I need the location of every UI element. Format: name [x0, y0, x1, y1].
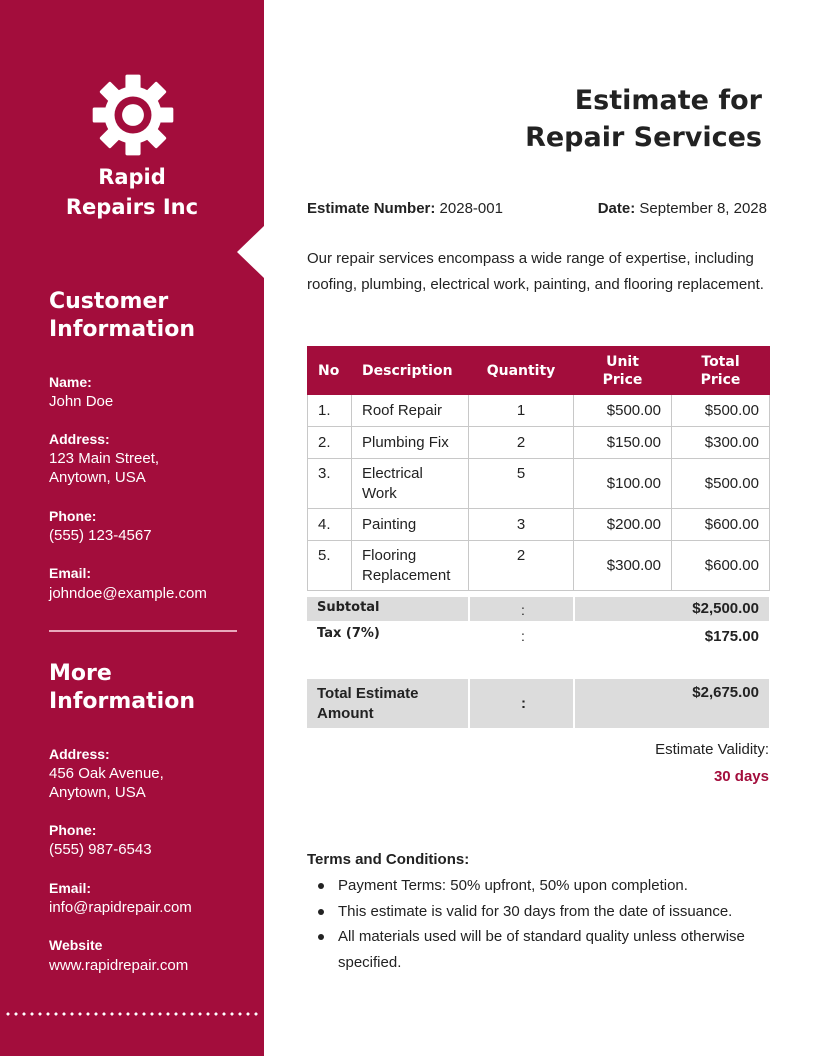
row-description: Roof Repair [352, 395, 469, 427]
row-unit-price: $150.00 [574, 427, 672, 459]
customer-address-line1: 123 Main Street, [49, 450, 160, 467]
row-unit-price: $500.00 [574, 395, 672, 427]
header-unit-line2: Price [602, 371, 643, 388]
terms-list [338, 873, 778, 975]
company-address-line2: Anytown, USA [49, 784, 146, 801]
page-title [525, 82, 762, 156]
row-total-price: $500.00 [672, 395, 770, 427]
table-row [308, 427, 770, 459]
subtotal-row [307, 597, 769, 621]
header-total-line2: Price [700, 371, 741, 388]
total-value: $2,675.00 [692, 684, 759, 701]
header-total-line1: Total [701, 353, 740, 370]
gear-icon [91, 73, 175, 157]
company-email: info@rapidrepair.com [49, 899, 192, 916]
row-no: 3. [308, 459, 352, 509]
subtotal-label: Subtotal [317, 600, 380, 615]
row-description: Painting [352, 509, 469, 541]
header-unit-price [574, 347, 672, 395]
terms-item: Payment Terms: 50% upfront, 50% upon completion. [338, 873, 778, 899]
company-address-line1: 456 Oak Avenue, [49, 765, 164, 782]
header-description: Description [352, 347, 469, 395]
row-unit-price: $300.00 [574, 541, 672, 591]
title-line2: Repair Services [525, 122, 762, 153]
table-header-row [308, 347, 770, 395]
row-quantity: 3 [469, 509, 574, 541]
customer-address-label: Address: [49, 431, 110, 447]
intro-paragraph: Our repair services encompass a wide range of expertise, including roofing, plumbing, electrical work, painting, and flooring replacement. [307, 250, 764, 293]
table-row [308, 395, 770, 427]
total-colon: : [521, 695, 526, 712]
sidebar-divider [49, 630, 237, 632]
row-quantity: 2 [469, 541, 574, 591]
row-description-line2: Replacement [362, 567, 451, 584]
estimate-number [307, 200, 503, 218]
company-website-label: Website [49, 937, 103, 953]
total-label [317, 684, 457, 724]
customer-heading-line1: Customer [49, 289, 169, 314]
validity-value: 30 days [713, 768, 769, 785]
validity-label: Estimate Validity: [655, 741, 769, 758]
row-description-line1: Flooring [362, 547, 417, 564]
total-label-line2: Amount [317, 705, 374, 722]
company-address-label: Address: [49, 746, 110, 762]
total-estimate-row [307, 679, 769, 728]
company-email-label: Email: [49, 880, 92, 896]
company-website: www.rapidrepair.com [49, 957, 189, 974]
terms-heading: Terms and Conditions: [307, 851, 470, 868]
row-description [352, 459, 469, 509]
more-info-heading [49, 660, 195, 716]
row-no: 1. [308, 395, 352, 427]
company-name-line2: Repairs Inc [65, 195, 199, 219]
header-no: No [308, 347, 352, 395]
customer-name-label: Name: [49, 374, 92, 390]
row-description: Plumbing Fix [352, 427, 469, 459]
company-name-line1: Rapid [98, 165, 166, 189]
customer-email-label: Email: [49, 565, 92, 581]
header-quantity: Quantity [469, 347, 574, 395]
row-no: 4. [308, 509, 352, 541]
sidebar [0, 0, 264, 1056]
customer-phone-label: Phone: [49, 508, 97, 524]
date-label: Date: [597, 200, 636, 217]
company-name [0, 162, 264, 222]
table-row [308, 459, 770, 509]
row-total-price: $500.00 [672, 459, 770, 509]
customer-info-heading [49, 288, 195, 344]
sidebar-notch [237, 226, 264, 278]
tax-value: $175.00 [704, 628, 759, 645]
subtotal-value: $2,500.00 [692, 600, 759, 617]
row-quantity: 1 [469, 395, 574, 427]
row-no: 5. [308, 541, 352, 591]
title-line1: Estimate for [574, 85, 762, 116]
more-heading-line1: More [49, 661, 112, 686]
row-description-line1: Electrical [362, 465, 423, 482]
row-quantity: 5 [469, 459, 574, 509]
subtotal-colon: : [521, 602, 525, 618]
row-total-price: $600.00 [672, 541, 770, 591]
customer-name: John Doe [49, 393, 114, 410]
terms-item: This estimate is valid for 30 days from the date of issuance. [338, 899, 778, 925]
company-phone: (555) 987-6543 [49, 841, 152, 858]
customer-phone: (555) 123-4567 [49, 527, 152, 544]
more-heading-line2: Information [49, 689, 195, 714]
row-description [352, 541, 469, 591]
row-total-price: $600.00 [672, 509, 770, 541]
customer-email: johndoe@example.com [49, 585, 207, 602]
row-total-price: $300.00 [672, 427, 770, 459]
row-quantity: 2 [469, 427, 574, 459]
header-unit-line1: Unit [606, 353, 639, 370]
row-description-line2: Work [362, 485, 397, 502]
tax-row [307, 623, 769, 647]
tax-label: Tax (7%) [317, 626, 380, 641]
estimate-date [598, 200, 767, 218]
total-label-line1: Total Estimate [317, 685, 419, 702]
company-phone-label: Phone: [49, 822, 97, 838]
row-unit-price: $100.00 [574, 459, 672, 509]
customer-heading-line2: Information [49, 317, 195, 342]
tax-colon: : [521, 628, 525, 644]
table-row [308, 509, 770, 541]
date-value: September 8, 2028 [639, 200, 767, 217]
dotted-border [4, 1012, 262, 1016]
row-no: 2. [308, 427, 352, 459]
header-total-price [672, 347, 770, 395]
table-row [308, 541, 770, 591]
estimate-number-value: 2028-001 [439, 200, 503, 217]
customer-address-line2: Anytown, USA [49, 469, 146, 486]
row-unit-price: $200.00 [574, 509, 672, 541]
estimate-number-label: Estimate Number: [307, 200, 436, 217]
terms-item: All materials used will be of standard quality unless otherwise specified. [338, 924, 778, 975]
estimate-table [307, 346, 770, 591]
